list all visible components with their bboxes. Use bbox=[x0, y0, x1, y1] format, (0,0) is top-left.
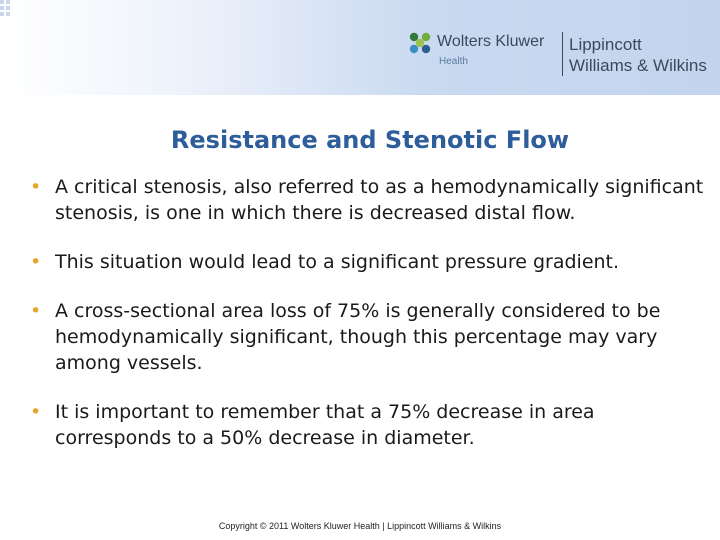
copyright-footer: Copyright © 2011 Wolters Kluwer Health | Lippincott Williams & Wilkins bbox=[218, 521, 502, 531]
bullet-dot-icon: • bbox=[30, 300, 42, 322]
slide-title: Resistance and Stenotic Flow bbox=[170, 126, 570, 154]
decorative-squares bbox=[0, 0, 14, 22]
bullet-dot-icon: • bbox=[30, 176, 42, 198]
bullet-item bbox=[30, 298, 710, 376]
brand-right-line1: Lippincott bbox=[569, 35, 642, 54]
bullet-text: A critical stenosis, also referred to as a hemodynamically significant stenosis, is one in which there is decreased distal flow. bbox=[55, 176, 704, 224]
brand-right bbox=[569, 34, 707, 76]
wolters-kluwer-logo-icon bbox=[407, 30, 433, 56]
bullet-item bbox=[30, 399, 710, 451]
bullet-text: This situation would lead to a significant pressure gradient. bbox=[55, 251, 620, 273]
logo-divider bbox=[562, 32, 563, 76]
bullet-text: A cross-sectional area loss of 75% is generally considered to be hemodynamically significant, though this percentage may vary among vessels. bbox=[55, 300, 661, 374]
brand-right-line2: Williams & Wilkins bbox=[569, 56, 707, 75]
brand-name: Wolters Kluwer bbox=[437, 33, 545, 50]
header-band bbox=[0, 0, 720, 95]
bullet-list bbox=[30, 174, 710, 474]
publisher-logo bbox=[407, 28, 717, 80]
bullet-item bbox=[30, 174, 710, 226]
bullet-text: It is important to remember that a 75% decrease in area corresponds to a 50% decrease in diameter. bbox=[55, 401, 595, 449]
brand-subtitle: Health bbox=[439, 56, 468, 67]
bullet-item bbox=[30, 249, 710, 275]
bullet-dot-icon: • bbox=[30, 401, 42, 423]
bullet-dot-icon: • bbox=[30, 251, 42, 273]
